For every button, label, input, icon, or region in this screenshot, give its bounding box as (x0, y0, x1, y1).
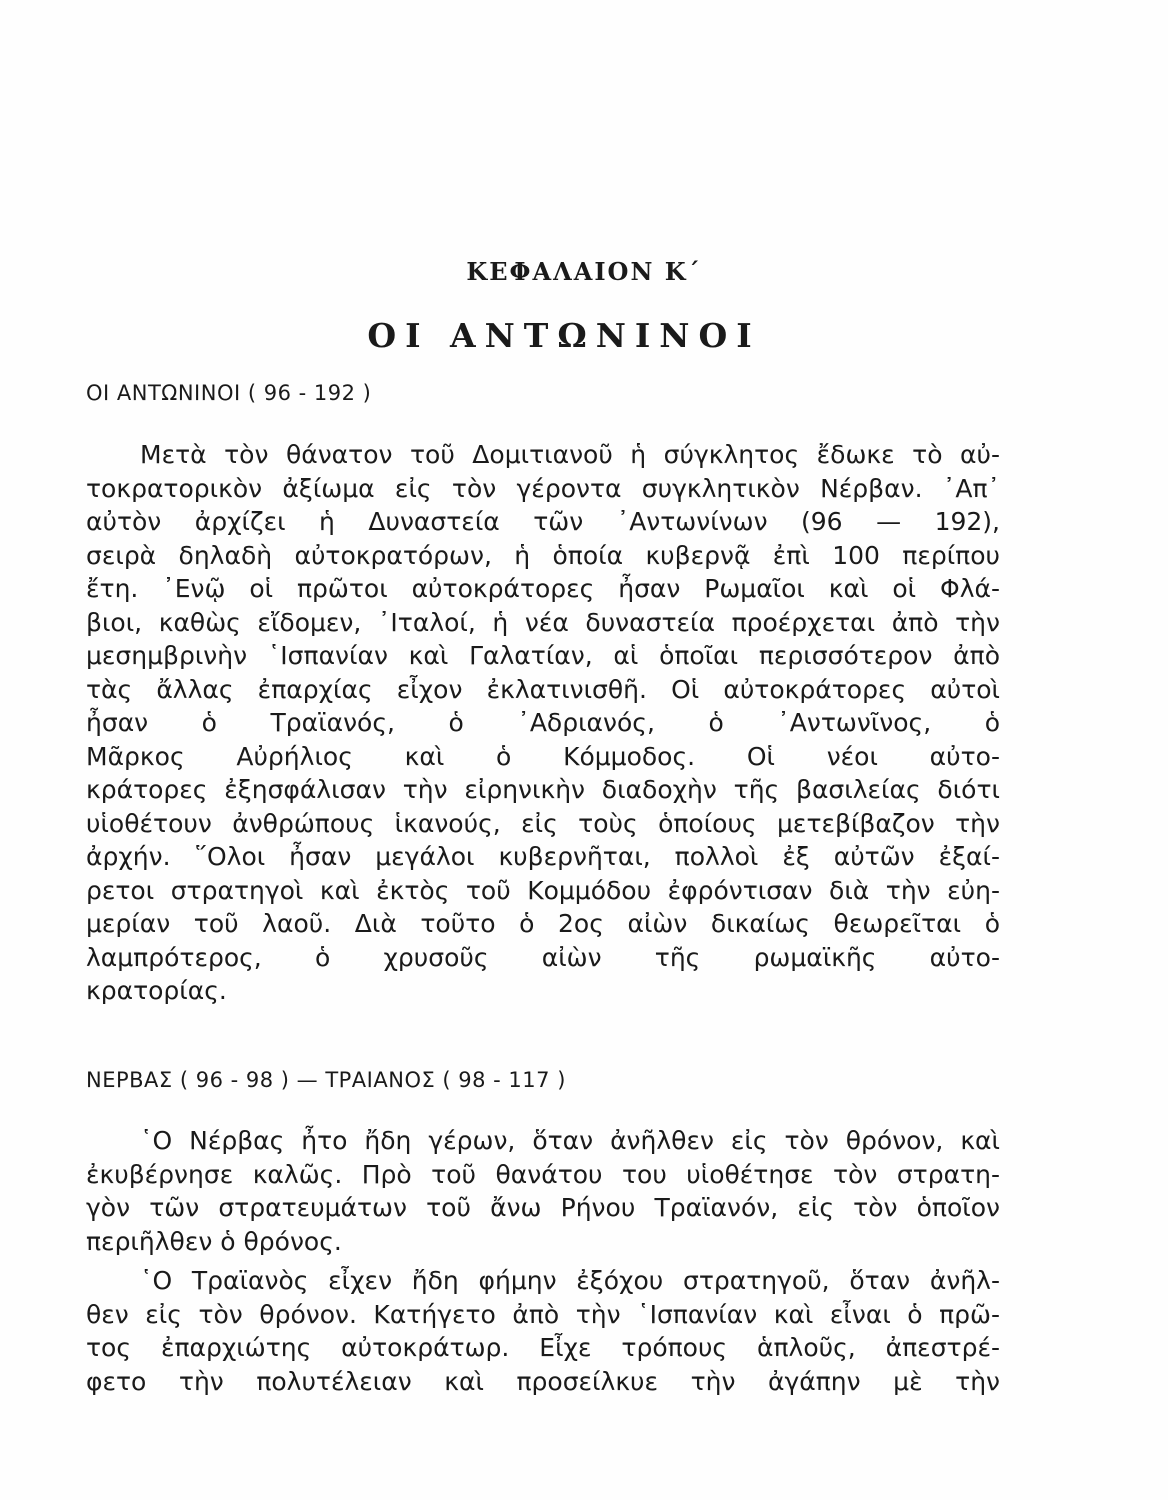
text-line: θεν εἰς τὸν θρόνον. Κατήγετο ἀπὸ τὴν ῾Ισπανίαν καὶ εἶναι ὁ πρῶ- (86, 1299, 1000, 1329)
chapter-label: ΚΕΦΑΛΑΙΟΝ Κ΄ (466, 257, 702, 286)
text-line: φετο τὴν πολυτέλειαν καὶ προσείλκυε τὴν ἀγάπην μὲ τὴν (86, 1366, 1000, 1396)
text-line: ἔτη. ᾿Ενῷ οἱ πρῶτοι αὐτοκράτορες ἦσαν Ρωμαῖοι καὶ οἱ Φλά- (86, 574, 1000, 603)
text-line: ἐκυβέρνησε καλῶς. Πρὸ τοῦ θανάτου του υἱοθέτησε τὸν στρατη- (86, 1159, 1000, 1189)
chapter-title: ΟΙ ΑΝΤΩΝΙΝΟΙ (367, 316, 761, 355)
text-line: τοκρατορικὸν ἀξίωμα εἰς τὸν γέροντα συγκλητικὸν Νέρβαν. ᾿Απ᾿ (86, 473, 1000, 503)
text-line: σειρὰ δηλαδὴ αὐτοκρατόρων, ἡ ὁποία κυβερνᾷ ἐπὶ 100 περίπου (86, 540, 1000, 570)
paragraph-antonines-dynasty (86, 438, 1000, 1008)
paragraph-nerva (86, 1124, 1000, 1258)
paragraph-trajan (86, 1264, 1000, 1398)
section-heading-antonines: ΟΙ ΑΝΤΩΝΙΝΟΙ ( 96 - 192 ) (86, 381, 372, 405)
text-line: ἀρχήν. ῞Ολοι ἦσαν μεγάλοι κυβερνῆται, πολλοὶ ἐξ αὐτῶν ἐξαί- (86, 842, 1000, 871)
text-line: βιοι, καθὼς εἴδομεν, ᾿Ιταλοί, ἡ νέα δυναστεία προέρχεται ἀπὸ τὴν (86, 607, 1000, 637)
text-line: μερίαν τοῦ λαοῦ. Διὰ τοῦτο ὁ 2ος αἰὼν δικαίως θεωρεῖται ὁ (86, 909, 1000, 938)
section-heading-nerva-trajan: ΝΕΡΒΑΣ ( 96 - 98 ) — ΤΡΑΙΑΝΟΣ ( 98 - 117 ) (86, 1068, 566, 1092)
text-line: γὸν τῶν στρατευμάτων τοῦ ἄνω Ρήνου Τραϊανόν, εἰς τὸν ὁποῖον (86, 1193, 1000, 1222)
text-line: τὰς ἄλλας ἐπαρχίας εἶχον ἐκλατινισθῆ. Οἱ αὐτοκράτορες αὐτοὶ (86, 674, 1000, 704)
text-line: ῾Ο Τραϊανὸς εἶχεν ἤδη φήμην ἐξόχου στρατηγοῦ, ὅταν ἀνῆλ- (140, 1266, 1000, 1295)
text-line: αὐτὸν ἀρχίζει ἡ Δυναστεία τῶν ᾿Αντωνίνων (96 — 192), (86, 507, 1000, 536)
text-line: ρετοι στρατηγοὶ καὶ ἐκτὸς τοῦ Κομμόδου ἐφρόντισαν διὰ τὴν εὐη- (86, 875, 1000, 905)
text-line: μεσημβρινὴν ῾Ισπανίαν καὶ Γαλατίαν, αἱ ὁποῖαι περισσότερον ἀπὸ (86, 641, 1000, 670)
text-line: κρατορίας. (86, 976, 227, 1005)
text-line: κράτορες ἐξησφάλισαν τὴν εἰρηνικὴν διαδοχὴν τῆς βασιλείας διότι (86, 775, 1000, 804)
text-line: Μᾶρκος Αὐρήλιος καὶ ὁ Κόμμοδος. Οἱ νέοι αὐτο- (86, 741, 1000, 771)
text-line: τος ἐπαρχιώτης αὐτοκράτωρ. Εἶχε τρόπους ἁπλοῦς, ἀπεστρέ- (86, 1333, 1000, 1362)
text-line: ῾Ο Νέρβας ἦτο ἤδη γέρων, ὅταν ἀνῆλθεν εἰς τὸν θρόνον, καὶ (140, 1126, 1000, 1155)
text-line: ἦσαν ὁ Τραϊανός, ὁ ᾿Αδριανός, ὁ ᾿Αντωνῖνος, ὁ (86, 708, 1000, 737)
text-line: Μετὰ τὸν θάνατον τοῦ Δομιτιανοῦ ἡ σύγκλητος ἔδωκε τὸ αὐ- (140, 440, 1000, 469)
text-line: περιῆλθεν ὁ θρόνος. (86, 1226, 342, 1256)
text-line: υἱοθέτουν ἀνθρώπους ἱκανούς, εἰς τοὺς ὁποίους μετεβίβαζον τὴν (86, 808, 1000, 838)
text-line: λαμπρότερος, ὁ χρυσοῦς αἰὼν τῆς ρωμαϊκῆς αὐτο- (86, 942, 1000, 972)
